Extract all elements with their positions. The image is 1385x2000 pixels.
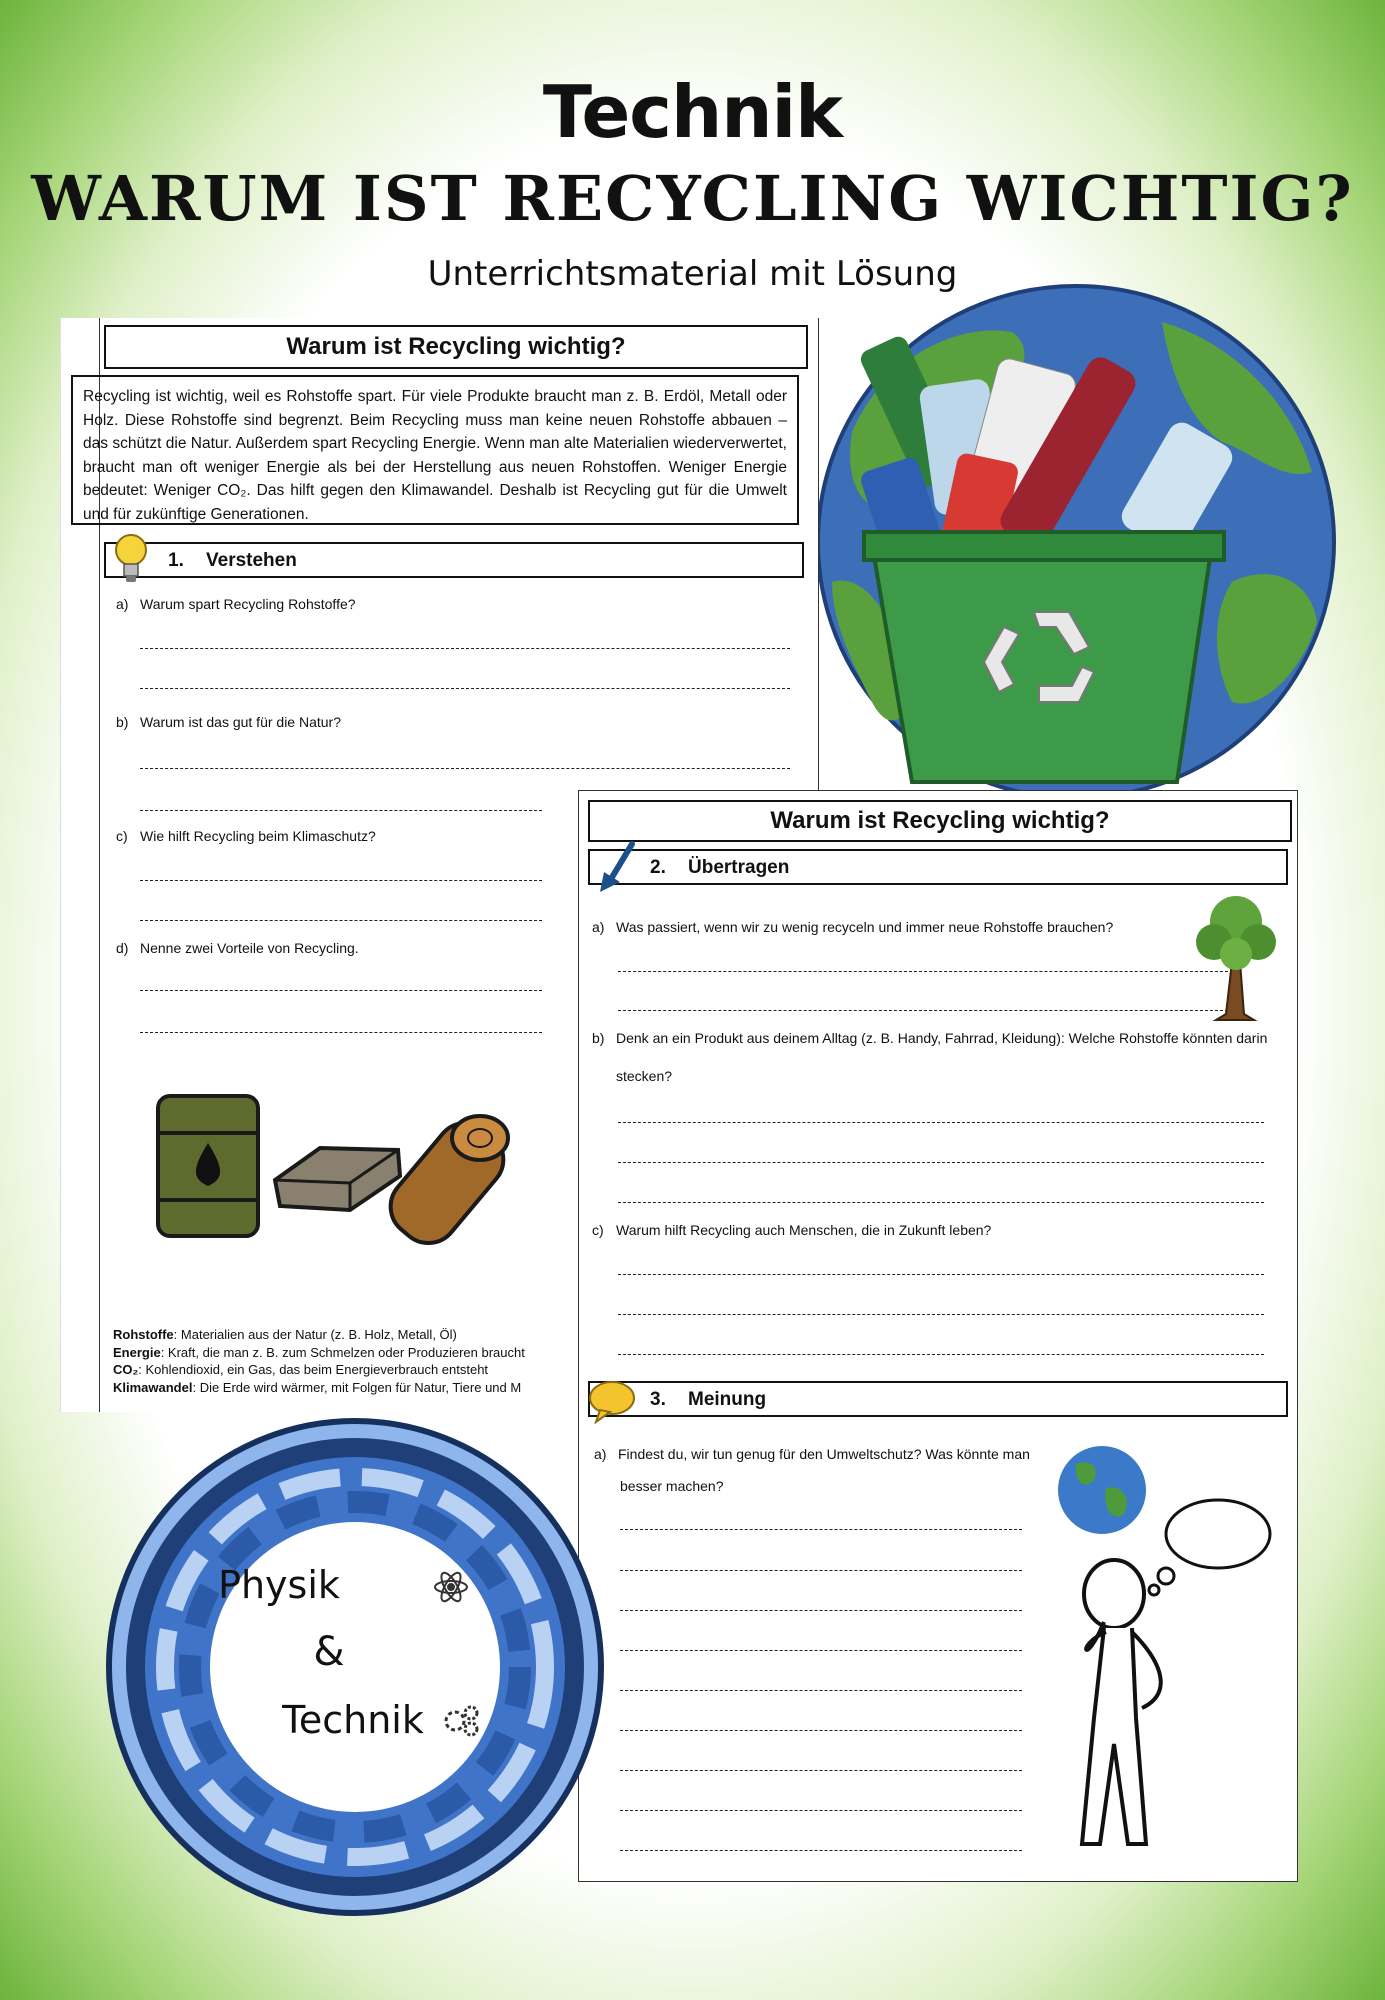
answer-line[interactable]	[618, 1354, 1264, 1355]
question-2b-text: Denk an ein Produkt aus deinem Alltag (z. B. Handy, Fahrrad, Kleidung): Welche Rohstoffe könnten darin	[616, 1030, 1268, 1046]
logo-line-physik: Physik	[218, 1563, 340, 1607]
oil-barrel-icon	[158, 1096, 258, 1236]
metal-bar-icon	[275, 1148, 400, 1210]
section-3-bar	[588, 1381, 1288, 1417]
answer-line[interactable]	[620, 1690, 1022, 1691]
answer-line[interactable]	[140, 648, 790, 649]
raw-materials-illustration	[150, 1088, 520, 1248]
answer-line[interactable]	[618, 1202, 1264, 1203]
glossary-term: Klimawandel	[113, 1379, 193, 1395]
answer-line[interactable]	[140, 1032, 542, 1033]
glossary-definition: : Materialien aus der Natur (z. B. Holz, Metall, Öl)	[173, 1327, 457, 1342]
question-1b	[116, 714, 341, 730]
question-1b-text: Warum ist das gut für die Natur?	[140, 714, 342, 730]
question-3a	[594, 1446, 1030, 1462]
question-2c-text: Warum hilft Recycling auch Menschen, die in Zukunft leben?	[616, 1222, 992, 1238]
question-1a-letter: a)	[116, 596, 129, 612]
question-2c-letter: c)	[592, 1222, 604, 1238]
glossary-term: CO₂	[113, 1362, 139, 1377]
question-3a-text: Findest du, wir tun genug für den Umweltschutz? Was könnte man	[618, 1446, 1030, 1462]
section-3-number: 3.	[650, 1389, 666, 1410]
answer-line[interactable]	[620, 1650, 1022, 1651]
question-2a	[592, 919, 1113, 935]
answer-line[interactable]	[620, 1610, 1022, 1611]
question-2b-letter: b)	[592, 1030, 605, 1046]
glossary-term: Energie	[113, 1344, 161, 1360]
question-1c	[116, 828, 376, 844]
answer-line[interactable]	[618, 1314, 1264, 1315]
answer-line[interactable]	[140, 810, 542, 811]
answer-line[interactable]	[140, 688, 790, 689]
glossary-term: Rohstoffe	[113, 1327, 174, 1342]
answer-line[interactable]	[618, 1010, 1228, 1011]
answer-line[interactable]	[618, 1274, 1264, 1275]
thinking-person-illustration	[1054, 1494, 1272, 1860]
logo-line-technik: Technik	[282, 1698, 424, 1742]
answer-line[interactable]	[620, 1529, 1022, 1530]
question-3a-continued	[620, 1478, 724, 1494]
question-1c-text: Wie hilft Recycling beim Klimaschutz?	[140, 828, 376, 844]
arrow-icon	[598, 840, 638, 896]
glossary-definition: : Kraft, die man z. B. zum Schmelzen oder Produzieren braucht	[160, 1344, 525, 1360]
glossary-definition: : Kohlendioxid, ein Gas, das beim Energieverbrauch entsteht	[138, 1362, 489, 1377]
worksheet-1-title-text: Warum ist Recycling wichtig?	[286, 333, 626, 360]
question-1a-text: Warum spart Recycling Rohstoffe?	[140, 596, 356, 612]
answer-line[interactable]	[140, 990, 542, 991]
answer-line[interactable]	[618, 1122, 1264, 1123]
glossary-item	[113, 1361, 543, 1379]
answer-line[interactable]	[140, 880, 542, 881]
wood-log-icon	[378, 1111, 515, 1248]
answer-line[interactable]	[620, 1730, 1022, 1731]
question-1d	[116, 940, 359, 956]
glossary-item	[113, 1326, 543, 1344]
question-2b-continued	[616, 1068, 672, 1084]
question-1d-letter: d)	[116, 940, 129, 956]
question-1b-letter: b)	[116, 714, 129, 730]
question-2a-text: Was passiert, wenn wir zu wenig recyceln und immer neue Rohstoffe brauchen?	[616, 919, 1114, 935]
worksheet-2-title	[588, 800, 1292, 842]
section-1-label: Verstehen	[206, 550, 297, 571]
section-2-number: 2.	[650, 857, 666, 878]
worksheet-2-title-text: Warum ist Recycling wichtig?	[770, 807, 1110, 834]
answer-line[interactable]	[620, 1770, 1022, 1771]
question-2c	[592, 1222, 991, 1238]
question-2a-letter: a)	[592, 919, 605, 935]
answer-line[interactable]	[140, 920, 542, 921]
section-2-bar	[588, 849, 1288, 885]
tree-icon	[1196, 892, 1276, 1022]
physik-technik-logo	[103, 1415, 607, 1919]
answer-line[interactable]	[618, 971, 1228, 972]
lightbulb-icon	[114, 532, 148, 588]
section-2-label: Übertragen	[688, 857, 790, 878]
answer-line[interactable]	[620, 1810, 1022, 1811]
glossary-item	[113, 1379, 543, 1397]
worksheet-1-title	[104, 325, 808, 369]
glossary-definition: : Die Erde wird wärmer, mit Folgen für Natur, Tiere und M	[192, 1379, 522, 1395]
question-3a-letter: a)	[594, 1446, 607, 1462]
question-2b-text-continued: stecken?	[616, 1068, 673, 1084]
section-1-number: 1.	[168, 550, 184, 571]
logo-line-and: &	[313, 1629, 345, 1675]
question-1d-text: Nenne zwei Vorteile von Recycling.	[140, 940, 359, 956]
glossary	[113, 1326, 543, 1396]
subject-heading: Technik	[542, 70, 843, 154]
section-1-bar	[104, 542, 804, 578]
section-3-label: Meinung	[688, 1389, 767, 1410]
globe-recycling-bin-illustration	[812, 282, 1340, 802]
intro-text: Recycling ist wichtig, weil es Rohstoffe spart. Für viele Produkte braucht man z. B. Erdöl, Metall oder Holz. Diese Rohstoffe sind begrenzt. Beim Recycling muss man keine neuen Rohstoffe abbauen – das schützt die Natur. Außerdem spart Recycling Energie. Wenn man alte Materialien wiederverwertet, braucht man oft weniger Energie als bei der Herstellung aus neuen Rohstoffen. Weniger Energie bedeutet: Weniger CO₂. Das hilft gegen den Klimawandel. Deshalb ist Recycling gut für die Umwelt und für zukünftige Generationen.	[71, 375, 799, 525]
answer-line[interactable]	[618, 1162, 1264, 1163]
question-2b	[592, 1030, 1282, 1046]
question-1a	[116, 596, 356, 612]
question-1c-letter: c)	[116, 828, 128, 844]
glossary-item	[113, 1344, 543, 1362]
question-3a-text-continued: besser machen?	[620, 1478, 724, 1494]
answer-line[interactable]	[620, 1570, 1022, 1571]
answer-line[interactable]	[140, 768, 790, 769]
page-subtitle: Unterrichtsmaterial mit Lösung	[427, 254, 958, 294]
answer-line[interactable]	[620, 1850, 1022, 1851]
page-title: WARUM IST RECYCLING WICHTIG?	[31, 162, 1354, 235]
